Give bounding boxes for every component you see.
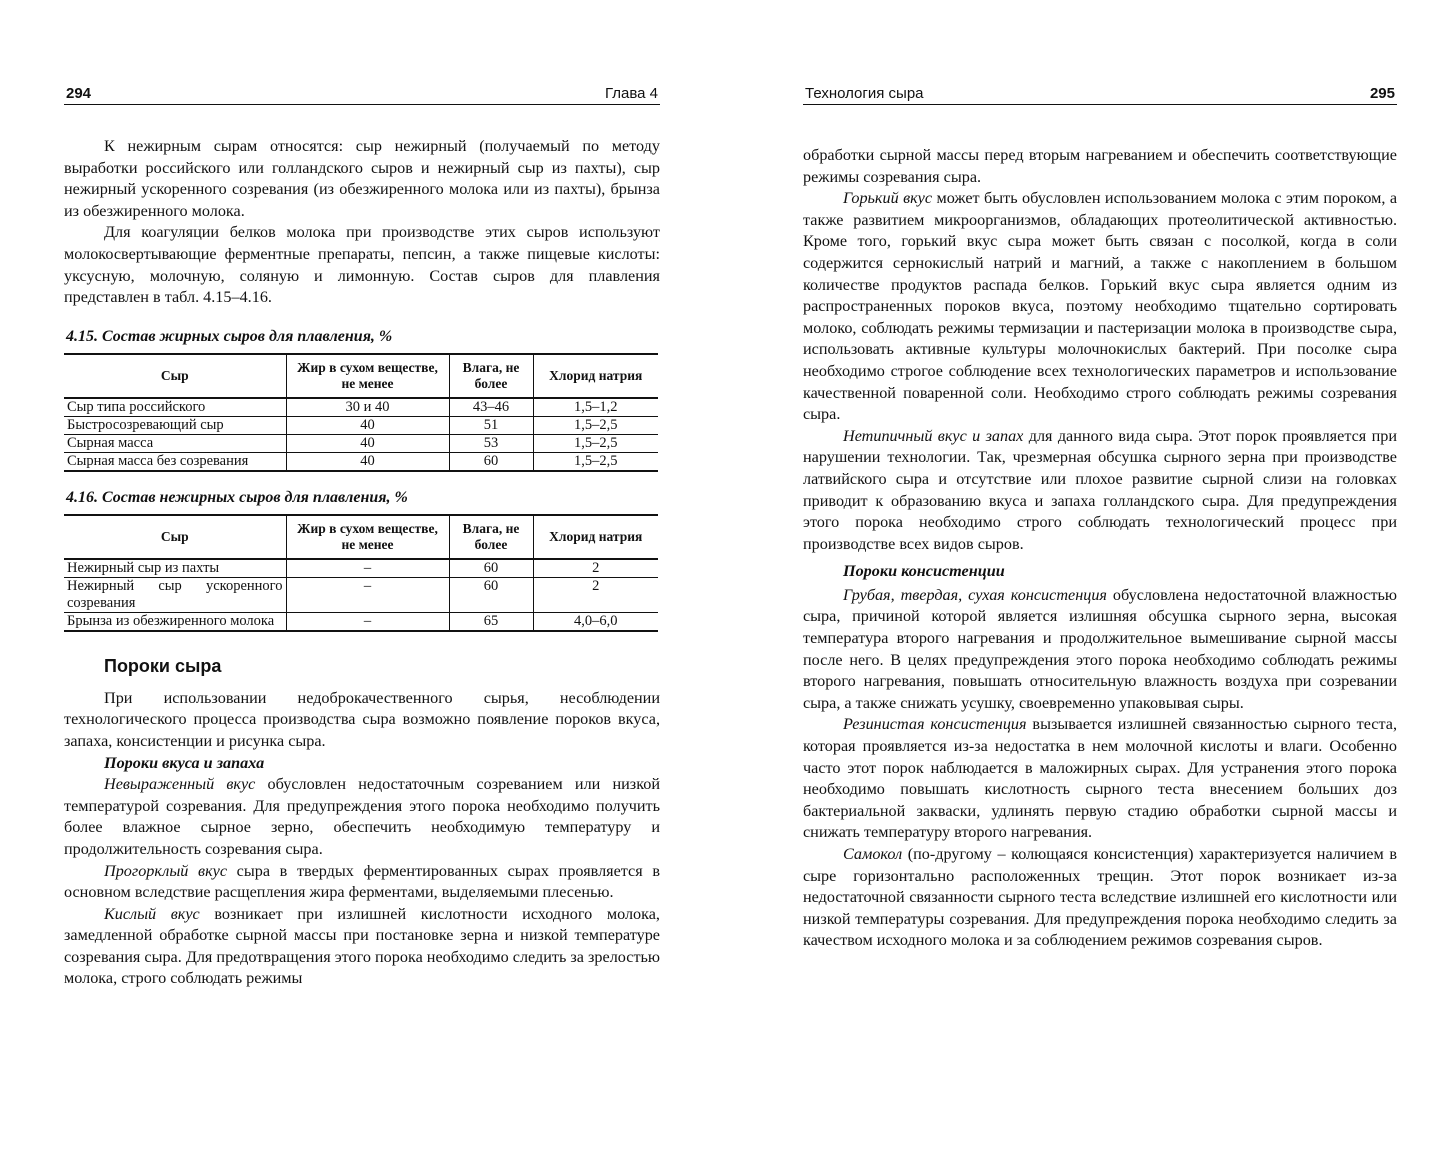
column-header: Жир в сухом веществе, не менее	[286, 354, 449, 398]
column-header: Жир в сухом веществе, не менее	[286, 515, 449, 559]
table-cell: 65	[449, 612, 533, 631]
subhead-taste-defects: Пороки вкуса и запаха	[104, 753, 265, 772]
table-cell: 40	[286, 434, 449, 452]
defect-paragraph	[803, 188, 1397, 426]
table-cell: Сыр типа российского	[64, 398, 286, 417]
table-cell: 30 и 40	[286, 398, 449, 417]
right-running-head	[803, 80, 1397, 105]
defect-text: сыра в твердых ферментированных сырах проявляется в основном вследствие расщепления жира ферментами, выделяемыми плесенью.	[64, 861, 660, 902]
table-cell: 43–46	[449, 398, 533, 417]
right-page-content	[803, 145, 1397, 952]
table-cell: 1,5–2,5	[533, 452, 658, 471]
table-cell: 1,5–1,2	[533, 398, 658, 417]
defect-term: Горький вкус	[843, 189, 933, 208]
defect-text: обусловлена недостаточной влажностью сыра, причиной которой является излишняя обсушка сырного зерна, высокая температура второго нагревания и продолжительное вымешивание сырной массы после него. В целях предупреждения этого порока необходимо соблюдать режимы второго нагревания, повышать относительную влажность воздуха при созревании сыра, а также снижать усушку, своевременно упаковывая сыры.	[803, 585, 1397, 712]
table-cell: 53	[449, 434, 533, 452]
table-row	[64, 577, 658, 612]
table-row	[64, 416, 658, 434]
defect-paragraph	[803, 844, 1397, 952]
table-cell: 2	[533, 559, 658, 578]
table-header-row	[64, 515, 658, 559]
defect-term: Грубая, твердая, сухая консистенция	[843, 585, 1107, 604]
defect-paragraph	[803, 714, 1397, 844]
table-cell: –	[286, 577, 449, 612]
table-row	[64, 398, 658, 417]
section-intro-paragraph: При использовании недоброкачественного сырья, несоблюдении технологического процесса производства сыра возможно появление пороков вкуса, запаха, консистенции и рисунка сыра.	[64, 688, 660, 750]
table-cell: 60	[449, 577, 533, 612]
table-416-caption: 4.16. Состав нежирных сыров для плавления, %	[66, 488, 408, 506]
right-page-number: 295	[1369, 85, 1395, 102]
left-page-number: 294	[66, 85, 92, 102]
continuation-paragraph: обработки сырной массы перед вторым нагреванием и обеспечить соответствующие режимы созревания сыра.	[803, 146, 1397, 186]
defect-text: возникает при излишней кислотности исходного молока, замедленной обработке сырной массы при постановке зерна и низкой температуре созревания сыра. Для предотвращения этого порока необходимо следить за зрелостью молока, строго соблюдать режимы	[64, 904, 661, 988]
defect-text: для данного вида сыра. Этот порок проявляется при нарушении технологии. Так, чрезмерная обсушка сырного зерна при производстве латвийского сыра и отсутствие или плохое развитие сырной слизи на головках приводит к образованию вкуса и запаха голландского сыра. Для предупреждения этого порока необходимо строго соблюдать технологический процесс при производстве всех видов сыров.	[803, 426, 1397, 553]
defect-term: Прогорклый вкус	[104, 861, 228, 880]
table-cell: 1,5–2,5	[533, 434, 658, 452]
defect-term: Резинистая консистенция	[843, 715, 1027, 734]
column-header: Хлорид натрия	[533, 515, 658, 559]
subhead-texture-defects: Пороки консистенции	[843, 562, 1005, 581]
defect-term: Невыраженный вкус	[104, 775, 256, 794]
left-chapter-title: Глава 4	[604, 85, 658, 102]
table-cell: 1,5–2,5	[533, 416, 658, 434]
table-cell: 60	[449, 452, 533, 471]
table-cell: 60	[449, 559, 533, 578]
table-cell: Нежирный сыр из пахты	[64, 559, 286, 578]
table-cell: 2	[533, 577, 658, 612]
table-header-row	[64, 354, 658, 398]
table-cell: –	[286, 612, 449, 631]
table-row	[64, 452, 658, 471]
column-header: Сыр	[64, 515, 286, 559]
intro-paragraph: К нежирным сырам относятся: сыр нежирный (получаемый по методу выработки российского или голландского сыров и нежирный сыр из пахты), сыр нежирный ускоренного созревания (из обезжиренного молока или из пахты), брынза из обезжиренного молока.	[64, 137, 660, 220]
intro-paragraph: Для коагуляции белков молока при производстве этих сыров используют молокосвертывающие ферментные препараты, пепсин, а также пищевые кислоты: уксусную, молочную, соляную и лимонную. Состав сыров для плавления представлен в табл. 4.15–4.16.	[64, 223, 660, 307]
defect-text: обусловлен недостаточным созреванием или низкой температурой созревания. Для предупреждения этого порока необходимо получить более влажное сырное зерно, обеспечить необходимую температуру и продолжительность созревания сыра.	[64, 775, 660, 858]
table-cell: 40	[286, 416, 449, 434]
column-header: Хлорид натрия	[533, 354, 658, 398]
table-415	[64, 353, 658, 472]
right-section-title: Технология сыра	[805, 85, 924, 102]
table-row	[64, 559, 658, 578]
defect-paragraph	[64, 861, 660, 904]
column-header: Сыр	[64, 354, 286, 398]
defect-text: может быть обусловлен использованием молока с этим пороком, а также развитием микроорганизмов, обладающих протеолитической активностью. Кроме того, горький вкус сыра может быть связан с посолкой, когда в соли содержится сернокислый натрий и магний, а также с накоплением в большом количестве продуктов распада белков. Горький вкус сыра является одним из распространенных пороков вкуса, поэтому необходимо тщательно сортировать молоко, соблюдать режимы термизации и пастеризации молока в производстве сыра, использовать активные культуры молочнокислых бактерий. При посолке сыра необходимо строгое соблюдение всех технологических параметров и использование качественной поваренной соли. Необходимо строго соблюдать режимы созревания сыра.	[803, 189, 1397, 424]
column-header: Влага, не более	[449, 515, 533, 559]
left-running-head	[64, 80, 660, 105]
table-cell: 51	[449, 416, 533, 434]
defect-paragraph	[803, 585, 1397, 715]
defect-term: Кислый вкус	[104, 904, 200, 923]
table-row	[64, 612, 658, 631]
defect-text: (по-другому – колющаяся консистенция) характеризуется наличием в сыре горизонтально расположенных трещин. Этот порок возникает из-за недостаточной связанности сырного теста вследствие излишней его кислотности или низкой температуры созревания. Для предупреждения порока необходимо следить за качеством исходного молока и за соблюдением режимов созревания сыров.	[803, 845, 1397, 950]
table-cell: 40	[286, 452, 449, 471]
defect-paragraph	[64, 904, 660, 990]
table-cell: 4,0–6,0	[533, 612, 658, 631]
left-page-content	[64, 136, 660, 990]
defect-paragraph	[803, 426, 1397, 556]
defect-text: вызывается излишней связанностью сырного теста, которая проявляется из-за недостатка в нем молочной кислоты и влаги. Особенно часто этот порок наблюдается в маложирных сырах. Для устранения этого порока необходимо повышать кислотность сырного теста внесением больших доз бактериальной закваски, удлинять первую стадию обработки сырной массы и снижать температуру второго нагревания.	[803, 715, 1397, 842]
table-416	[64, 514, 658, 632]
table-cell: Сырная масса	[64, 434, 286, 452]
table-row	[64, 434, 658, 452]
table-cell: –	[286, 559, 449, 578]
table-cell: Быстросозревающий сыр	[64, 416, 286, 434]
defect-term: Самокол	[843, 845, 903, 863]
table-415-caption: 4.15. Состав жирных сыров для плавления, %	[66, 327, 393, 345]
section-title: Пороки сыра	[104, 655, 222, 676]
defect-term: Нетипичный вкус и запах	[843, 426, 1024, 445]
column-header: Влага, не более	[449, 354, 533, 398]
table-cell: Брынза из обезжиренного молока	[64, 612, 286, 631]
table-cell: Нежирный сыр ускоренного созревания	[64, 577, 286, 612]
defect-paragraph	[64, 774, 660, 860]
table-cell: Сырная масса без созревания	[64, 452, 286, 471]
